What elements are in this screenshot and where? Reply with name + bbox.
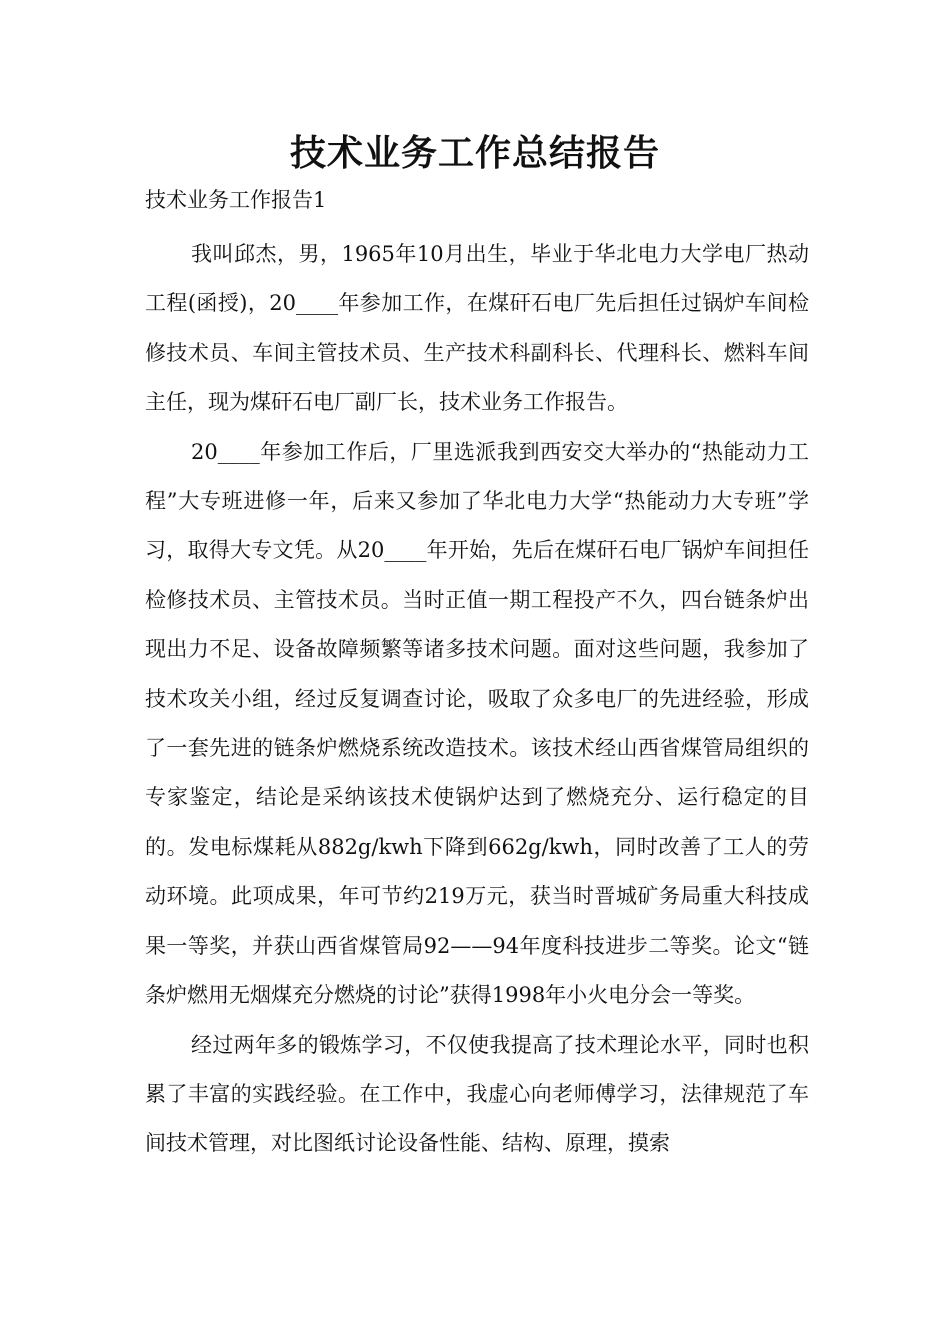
paragraph-1: 我叫邱杰，男，1965年10月出生，毕业于华北电力大学电厂热动工程(函授)，20____年参加工作，在煤矸石电厂先后担任过锅炉车间检修技术员、车间主管技术员、生产技术科副科长、代理科长、燃料车间主任，现为煤矸石电厂副厂长，技术业务工作报告。	[145, 242, 809, 415]
paragraph-2: 20____年参加工作后，厂里选派我到西安交大举办的“热能动力工程”大专班进修一年，后来又参加了华北电力大学“热能动力大专班”学习，取得大专文凭。从20____年开始，先后在煤矸石电厂锅炉车间担任检修技术员、主管技术员。当时正值一期工程投产不久，四台链条炉出现出力不足、设备故障频繁等诸多技术问题。面对这些问题，我参加了技术攻关小组，经过反复调查讨论，吸取了众多电厂的先进经验，形成了一套先进的链条炉燃烧系统改造技术。该技术经山西省煤管局组织的专家鉴定，结论是采纳该技术使锅炉达到了燃烧充分、运行稳定的目的。发电标煤耗从882g/kwh下降到662g/kwh，同时改善了工人的劳动环境。此项成果，年可节约219万元，获当时晋城矿务局重大科技成果一等奖，并获山西省煤管局92——94年度科技进步二等奖。论文“链条炉燃用无烟煤充分燃烧的讨论”获得1998年小火电分会一等奖。	[145, 439, 809, 1008]
section-heading: 技术业务工作报告1	[145, 188, 327, 212]
document-body	[145, 230, 809, 1169]
document-title: 技术业务工作总结报告	[289, 132, 660, 174]
paragraph-3: 经过两年多的锻炼学习，不仅使我提高了技术理论水平，同时也积累了丰富的实践经验。在工作中，我虚心向老师傅学习，法律规范了车间技术管理，对比图纸讨论设备性能、结构、原理，摸索	[145, 1032, 809, 1156]
